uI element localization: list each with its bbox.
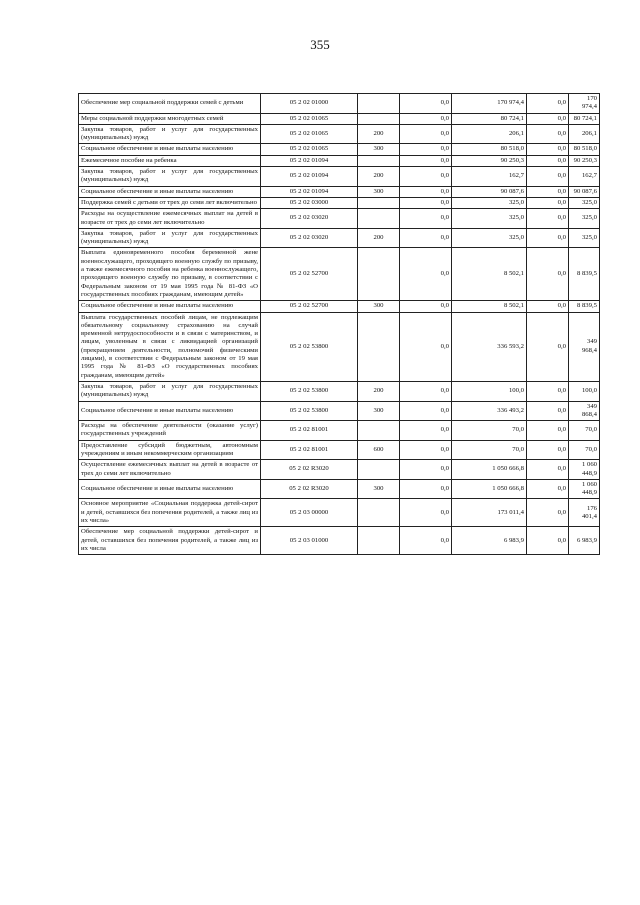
amount-col2: 206,1 [452, 124, 527, 144]
row-name: Предоставление субсидий бюджетным, автономным учреждениям и иным некоммерческим организациям [79, 440, 261, 460]
amount-col2: 325,0 [452, 228, 527, 248]
row-name: Выплата государственных пособий лицам, не подлежащим обязательному социальному страхованию на случай временной нетрудоспособности и в связи с материнством, и лицам, уволенным в связи с ликвидацией организаций (прекращением деятельности, полномочий физическими лицами), в соответствии с Федеральным законом от 19 мая 1995 года № 81-ФЗ «О государственных пособиях гражданам, имеющим детей» [79, 312, 261, 381]
table-row [79, 94, 600, 114]
budget-code: 05 2 02 03020 [261, 228, 358, 248]
expense-type [358, 155, 400, 166]
amount-col2: 70,0 [452, 421, 527, 441]
amount-col3: 0,0 [527, 124, 569, 144]
amount-col4: 176 401,4 [569, 499, 600, 527]
budget-code: 05 2 02 01065 [261, 144, 358, 155]
amount-col3: 0,0 [527, 499, 569, 527]
amount-col1: 0,0 [400, 421, 452, 441]
row-name: Поддержка семей с детьми от трех до семи лет включительно [79, 197, 261, 208]
row-name: Социальное обеспечение и иные выплаты населению [79, 301, 261, 312]
page-number: 355 [310, 37, 330, 52]
table-row [79, 421, 600, 441]
amount-col2: 162,7 [452, 167, 527, 187]
amount-col3: 0,0 [527, 144, 569, 155]
expense-type [358, 248, 400, 301]
budget-code: 05 2 02 81001 [261, 440, 358, 460]
amount-col3: 0,0 [527, 421, 569, 441]
expense-type [358, 209, 400, 229]
budget-code: 05 2 02 01094 [261, 186, 358, 197]
amount-col1: 0,0 [400, 440, 452, 460]
amount-col4: 70,0 [569, 440, 600, 460]
amount-col1: 0,0 [400, 301, 452, 312]
table-row [79, 248, 600, 301]
amount-col4: 8 839,5 [569, 301, 600, 312]
budget-code: 05 2 02 53800 [261, 312, 358, 381]
amount-col2: 80 724,1 [452, 113, 527, 124]
table-row [79, 479, 600, 499]
row-name: Осуществление ежемесячных выплат на детей в возрасте от трех до семи лет включительно [79, 460, 261, 480]
table-row [79, 228, 600, 248]
amount-col3: 0,0 [527, 401, 569, 421]
row-name: Обеспечение мер социальной поддержки семей с детьми [79, 94, 261, 114]
expense-type [358, 113, 400, 124]
amount-col2: 336 593,2 [452, 312, 527, 381]
amount-col2: 6 983,9 [452, 527, 527, 555]
amount-col2: 173 011,4 [452, 499, 527, 527]
amount-col3: 0,0 [527, 527, 569, 555]
amount-col2: 1 050 666,8 [452, 460, 527, 480]
amount-col1: 0,0 [400, 155, 452, 166]
row-name: Расходы на обеспечение деятельности (оказание услуг) государственных учреждений [79, 421, 261, 441]
amount-col2: 1 050 666,8 [452, 479, 527, 499]
amount-col4: 170 974,4 [569, 94, 600, 114]
row-name: Выплата единовременного пособия беременной жене военнослужащего, проходящего военную службу по призыву, а также ежемесячного пособия на ребенка военнослужащего, проходящего военную службу по призыву, в соответствии с Федеральным законом от 19 мая 1995 года № 81-ФЗ «О государственных пособиях гражданам, имеющим детей» [79, 248, 261, 301]
table-row [79, 312, 600, 381]
budget-code: 05 2 02 01000 [261, 94, 358, 114]
table-row [79, 167, 600, 187]
table-row [79, 527, 600, 555]
amount-col4: 80 724,1 [569, 113, 600, 124]
row-name: Закупка товаров, работ и услуг для государственных (муниципальных) нужд [79, 381, 261, 401]
expense-type [358, 94, 400, 114]
table-row [79, 401, 600, 421]
amount-col2: 325,0 [452, 197, 527, 208]
table-row [79, 124, 600, 144]
amount-col3: 0,0 [527, 167, 569, 187]
table-row [79, 197, 600, 208]
amount-col1: 0,0 [400, 499, 452, 527]
amount-col1: 0,0 [400, 248, 452, 301]
amount-col1: 0,0 [400, 94, 452, 114]
budget-code: 05 2 02 53800 [261, 401, 358, 421]
amount-col4: 70,0 [569, 421, 600, 441]
expense-type: 300 [358, 144, 400, 155]
expense-type: 300 [358, 186, 400, 197]
amount-col3: 0,0 [527, 248, 569, 301]
amount-col1: 0,0 [400, 113, 452, 124]
row-name: Меры социальной поддержки многодетных семей [79, 113, 261, 124]
amount-col1: 0,0 [400, 209, 452, 229]
row-name: Расходы на осуществление ежемесячных выплат на детей в возрасте от трех до семи лет включительно [79, 209, 261, 229]
expense-type [358, 312, 400, 381]
expense-type [358, 499, 400, 527]
table-row [79, 186, 600, 197]
amount-col4: 325,0 [569, 228, 600, 248]
table-row [79, 381, 600, 401]
table-row [79, 499, 600, 527]
budget-code: 05 2 03 01000 [261, 527, 358, 555]
expense-type: 300 [358, 301, 400, 312]
amount-col4: 90 087,6 [569, 186, 600, 197]
row-name: Основное мероприятие «Социальная поддержка детей-сирот и детей, оставшихся без попечения родителей, а также лиц из их числа» [79, 499, 261, 527]
amount-col1: 0,0 [400, 479, 452, 499]
budget-code: 05 2 02 01094 [261, 167, 358, 187]
expense-type: 200 [358, 124, 400, 144]
budget-code: 05 2 02 52700 [261, 301, 358, 312]
amount-col1: 0,0 [400, 460, 452, 480]
expense-type [358, 421, 400, 441]
amount-col2: 80 518,0 [452, 144, 527, 155]
budget-table [78, 93, 600, 555]
amount-col1: 0,0 [400, 167, 452, 187]
amount-col4: 325,0 [569, 197, 600, 208]
budget-code: 05 2 02 R3020 [261, 479, 358, 499]
amount-col3: 0,0 [527, 94, 569, 114]
budget-code: 05 2 02 81001 [261, 421, 358, 441]
budget-code: 05 2 02 01065 [261, 124, 358, 144]
row-name: Социальное обеспечение и иные выплаты населению [79, 479, 261, 499]
row-name: Социальное обеспечение и иные выплаты населению [79, 401, 261, 421]
amount-col4: 80 518,0 [569, 144, 600, 155]
amount-col1: 0,0 [400, 124, 452, 144]
amount-col4: 1 060 448,9 [569, 479, 600, 499]
row-name: Социальное обеспечение и иные выплаты населению [79, 186, 261, 197]
amount-col1: 0,0 [400, 381, 452, 401]
amount-col1: 0,0 [400, 186, 452, 197]
amount-col1: 0,0 [400, 144, 452, 155]
amount-col4: 349 968,4 [569, 312, 600, 381]
amount-col3: 0,0 [527, 381, 569, 401]
amount-col1: 0,0 [400, 312, 452, 381]
table-row [79, 155, 600, 166]
expense-type: 200 [358, 228, 400, 248]
amount-col1: 0,0 [400, 527, 452, 555]
expense-type: 600 [358, 440, 400, 460]
amount-col2: 336 493,2 [452, 401, 527, 421]
table-row [79, 460, 600, 480]
amount-col2: 90 250,3 [452, 155, 527, 166]
budget-code: 05 2 02 R3020 [261, 460, 358, 480]
amount-col3: 0,0 [527, 228, 569, 248]
amount-col4: 6 983,9 [569, 527, 600, 555]
amount-col3: 0,0 [527, 460, 569, 480]
expense-type: 300 [358, 479, 400, 499]
amount-col3: 0,0 [527, 312, 569, 381]
table-row [79, 209, 600, 229]
amount-col3: 0,0 [527, 155, 569, 166]
amount-col4: 325,0 [569, 209, 600, 229]
table-row [79, 440, 600, 460]
amount-col1: 0,0 [400, 197, 452, 208]
table-row [79, 144, 600, 155]
amount-col2: 70,0 [452, 440, 527, 460]
amount-col2: 90 087,6 [452, 186, 527, 197]
amount-col3: 0,0 [527, 301, 569, 312]
amount-col2: 170 974,4 [452, 94, 527, 114]
expense-type [358, 527, 400, 555]
amount-col4: 100,0 [569, 381, 600, 401]
expense-type: 200 [358, 167, 400, 187]
row-name: Закупка товаров, работ и услуг для государственных (муниципальных) нужд [79, 124, 261, 144]
amount-col1: 0,0 [400, 401, 452, 421]
expense-type [358, 460, 400, 480]
amount-col4: 206,1 [569, 124, 600, 144]
amount-col4: 349 868,4 [569, 401, 600, 421]
row-name: Закупка товаров, работ и услуг для государственных (муниципальных) нужд [79, 167, 261, 187]
amount-col4: 90 250,3 [569, 155, 600, 166]
amount-col3: 0,0 [527, 209, 569, 229]
amount-col2: 8 502,1 [452, 248, 527, 301]
amount-col1: 0,0 [400, 228, 452, 248]
row-name: Обеспечение мер социальной поддержки детей-сирот и детей, оставшихся без попечения родителей, а также лиц из их числа [79, 527, 261, 555]
amount-col4: 8 839,5 [569, 248, 600, 301]
amount-col2: 8 502,1 [452, 301, 527, 312]
row-name: Ежемесячное пособие на ребенка [79, 155, 261, 166]
amount-col3: 0,0 [527, 440, 569, 460]
amount-col3: 0,0 [527, 186, 569, 197]
amount-col4: 162,7 [569, 167, 600, 187]
table-row [79, 113, 600, 124]
amount-col3: 0,0 [527, 113, 569, 124]
budget-code: 05 2 02 03020 [261, 209, 358, 229]
budget-code: 05 2 03 00000 [261, 499, 358, 527]
budget-code: 05 2 02 53800 [261, 381, 358, 401]
amount-col2: 100,0 [452, 381, 527, 401]
budget-code: 05 2 02 01065 [261, 113, 358, 124]
amount-col2: 325,0 [452, 209, 527, 229]
budget-code: 05 2 02 52700 [261, 248, 358, 301]
amount-col4: 1 060 448,9 [569, 460, 600, 480]
row-name: Социальное обеспечение и иные выплаты населению [79, 144, 261, 155]
amount-col3: 0,0 [527, 479, 569, 499]
expense-type: 300 [358, 401, 400, 421]
row-name: Закупка товаров, работ и услуг для государственных (муниципальных) нужд [79, 228, 261, 248]
budget-code: 05 2 02 03000 [261, 197, 358, 208]
budget-code: 05 2 02 01094 [261, 155, 358, 166]
table-row [79, 301, 600, 312]
amount-col3: 0,0 [527, 197, 569, 208]
expense-type [358, 197, 400, 208]
expense-type: 200 [358, 381, 400, 401]
